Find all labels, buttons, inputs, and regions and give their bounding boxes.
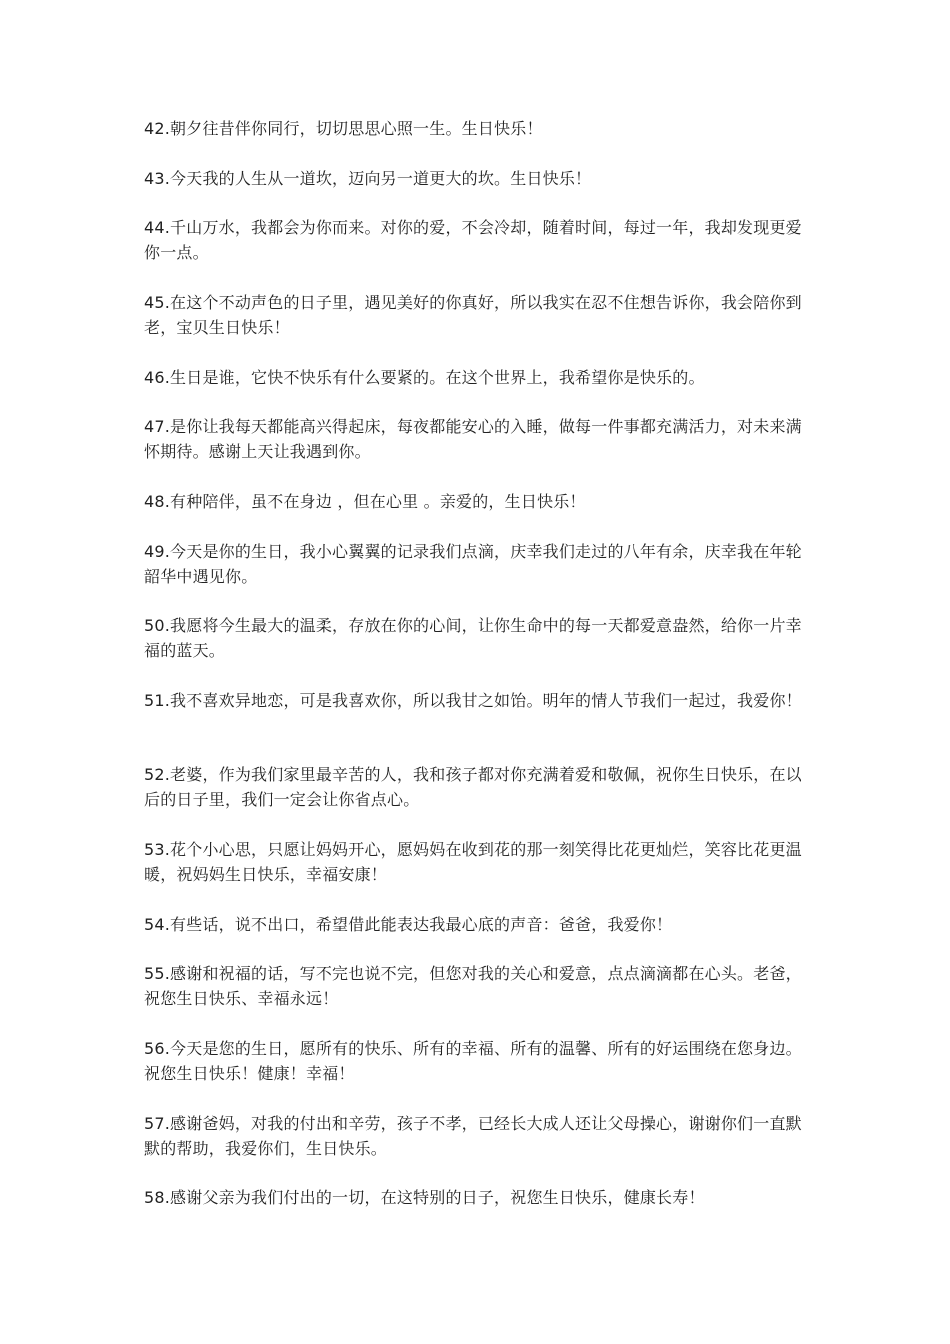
wish-entry-48: 48.有种陪伴，虽不在身边 ，但在心里 。亲爱的，生日快乐！	[144, 492, 586, 511]
wish-entry-46: 46.生日是谁，它快不快乐有什么要紧的。在这个世界上，我希望你是快乐的。	[144, 368, 705, 387]
wish-entry-45: 45.在这个不动声色的日子里，遇见美好的你真好，所以我实在忍不住想告诉你，我会陪你到老，宝贝生日快乐！	[144, 293, 802, 337]
wish-entry-58: 58.感谢父亲为我们付出的一切，在这特别的日子，祝您生日快乐，健康长寿！	[144, 1188, 705, 1207]
wish-entry-53: 53.花个小心思，只愿让妈妈开心，愿妈妈在收到花的那一刻笑得比花更灿烂，笑容比花更温暖，祝妈妈生日快乐，幸福安康！	[144, 840, 802, 884]
wish-entry-56: 56.今天是您的生日，愿所有的快乐、所有的幸福、所有的温馨、所有的好运围绕在您身边。祝您生日快乐！健康！幸福！	[144, 1039, 802, 1083]
wish-entry-47: 47.是你让我每天都能高兴得起床，每夜都能安心的入睡，做每一件事都充满活力，对未来满怀期待。感谢上天让我遇到你。	[144, 417, 802, 461]
wish-entry-51: 51.我不喜欢异地恋，可是我喜欢你，所以我甘之如饴。明年的情人节我们一起过，我爱你！	[144, 691, 802, 710]
wish-entry-44: 44.千山万水，我都会为你而来。对你的爱，不会冷却，随着时间，每过一年，我却发现更爱你一点。	[144, 218, 802, 262]
wish-entry-52: 52.老婆，作为我们家里最辛苦的人，我和孩子都对你充满着爱和敬佩，祝你生日快乐，在以后的日子里，我们一定会让你省点心。	[144, 765, 802, 809]
wish-entry-49: 49.今天是你的生日，我小心翼翼的记录我们点滴，庆幸我们走过的八年有余，庆幸我在年轮韶华中遇见你。	[144, 542, 802, 586]
wish-entry-50: 50.我愿将今生最大的温柔，存放在你的心间，让你生命中的每一天都爱意盎然，给你一片幸福的蓝天。	[144, 616, 802, 660]
wish-entry-55: 55.感谢和祝福的话，写不完也说不完，但您对我的关心和爱意，点点滴滴都在心头。老爸，祝您生日快乐、幸福永远！	[144, 964, 802, 1008]
wish-entry-42: 42.朝夕往昔伴你同行，切切思思心照一生。生日快乐！	[144, 119, 543, 138]
wish-entry-54: 54.有些话，说不出口，希望借此能表达我最心底的声音：爸爸，我爱你！	[144, 915, 673, 934]
wish-entry-57: 57.感谢爸妈，对我的付出和辛劳，孩子不孝，已经长大成人还让父母操心，谢谢你们一直默默的帮助，我爱你们，生日快乐。	[144, 1114, 802, 1158]
wish-entry-43: 43.今天我的人生从一道坎，迈向另一道更大的坎。生日快乐！	[144, 169, 592, 188]
